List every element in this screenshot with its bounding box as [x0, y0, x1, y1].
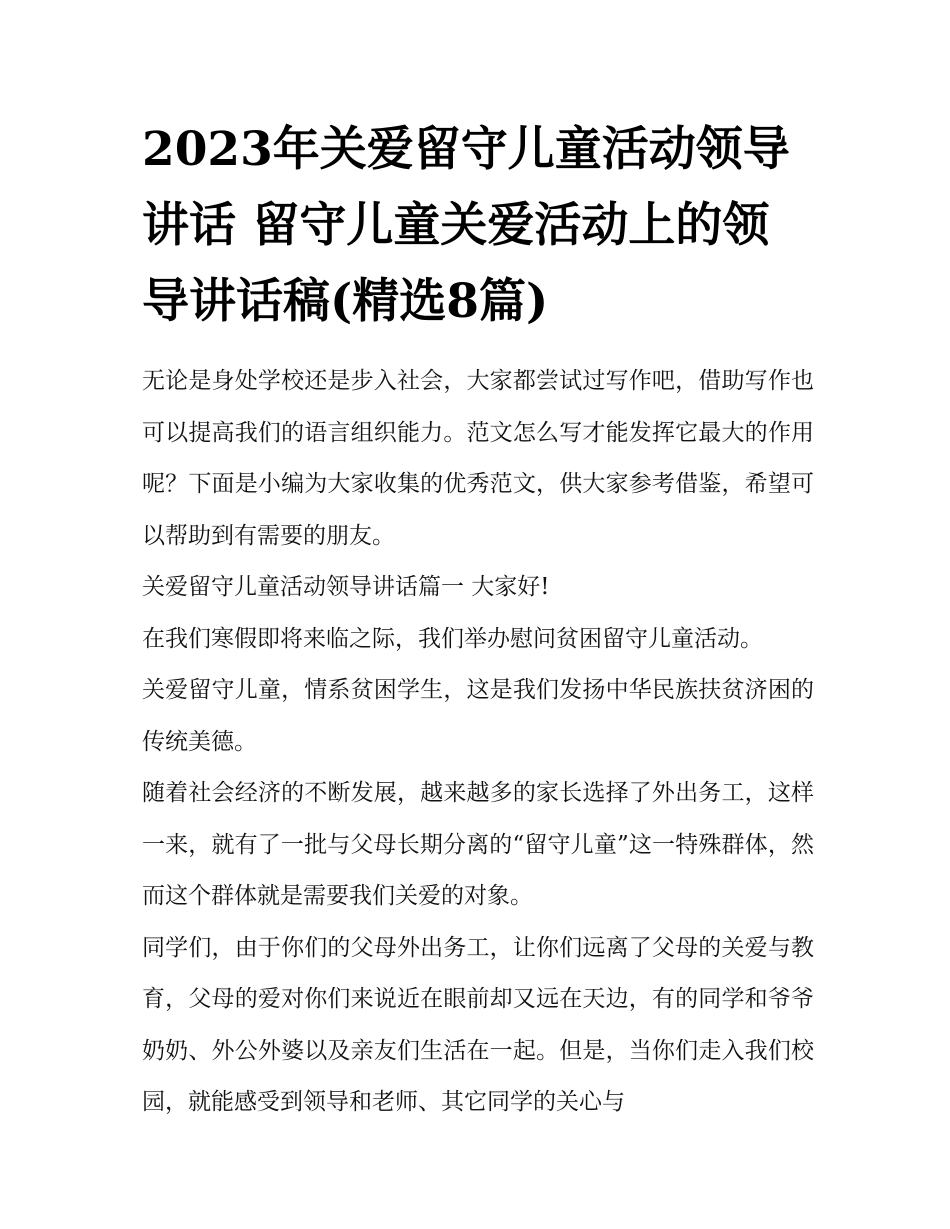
- paragraph: 关爱留守儿童，情系贫困学生，这是我们发扬中华民族扶贫济困的传统美德。: [142, 677, 814, 755]
- paragraph-intro: 无论是身处学校还是步入社会，大家都尝试过写作吧，借助写作也可以提高我们的语言组织能力。范文怎么写才能发挥它最大的作用呢？下面是小编为大家收集的优秀范文，供大家参考借鉴，希望可以帮助到有需要的朋友。: [142, 368, 814, 549]
- paragraph: 在我们寒假即将来临之际，我们举办慰问贫困留守儿童活动。: [142, 625, 763, 652]
- paragraph: 同学们，由于你们的父母外出务工，让你们远离了父母的关爱与教育，父母的爱对你们来说近在眼前却又远在天边，有的同学和爷爷奶奶、外公外婆以及亲友们生活在一起。但是，当你们走入我们校园，就能感受到领导和老师、其它同学的关心与: [142, 934, 814, 1115]
- paragraph-section-heading: 关爱留守儿童活动领导讲话篇一 大家好!: [142, 574, 550, 600]
- document-body: [142, 356, 814, 1129]
- document-title: 2023年关爱留守儿童活动领导讲话 留守儿童关爱活动上的领导讲话稿(精选8篇): [142, 122, 790, 329]
- paragraph: 随着社会经济的不断发展，越来越多的家长选择了外出务工，这样一来，就有了一批与父母长期分离的“留守儿童”这一特殊群体，然而这个群体就是需要我们关爱的对象。: [142, 780, 814, 909]
- document-content: [142, 112, 814, 1129]
